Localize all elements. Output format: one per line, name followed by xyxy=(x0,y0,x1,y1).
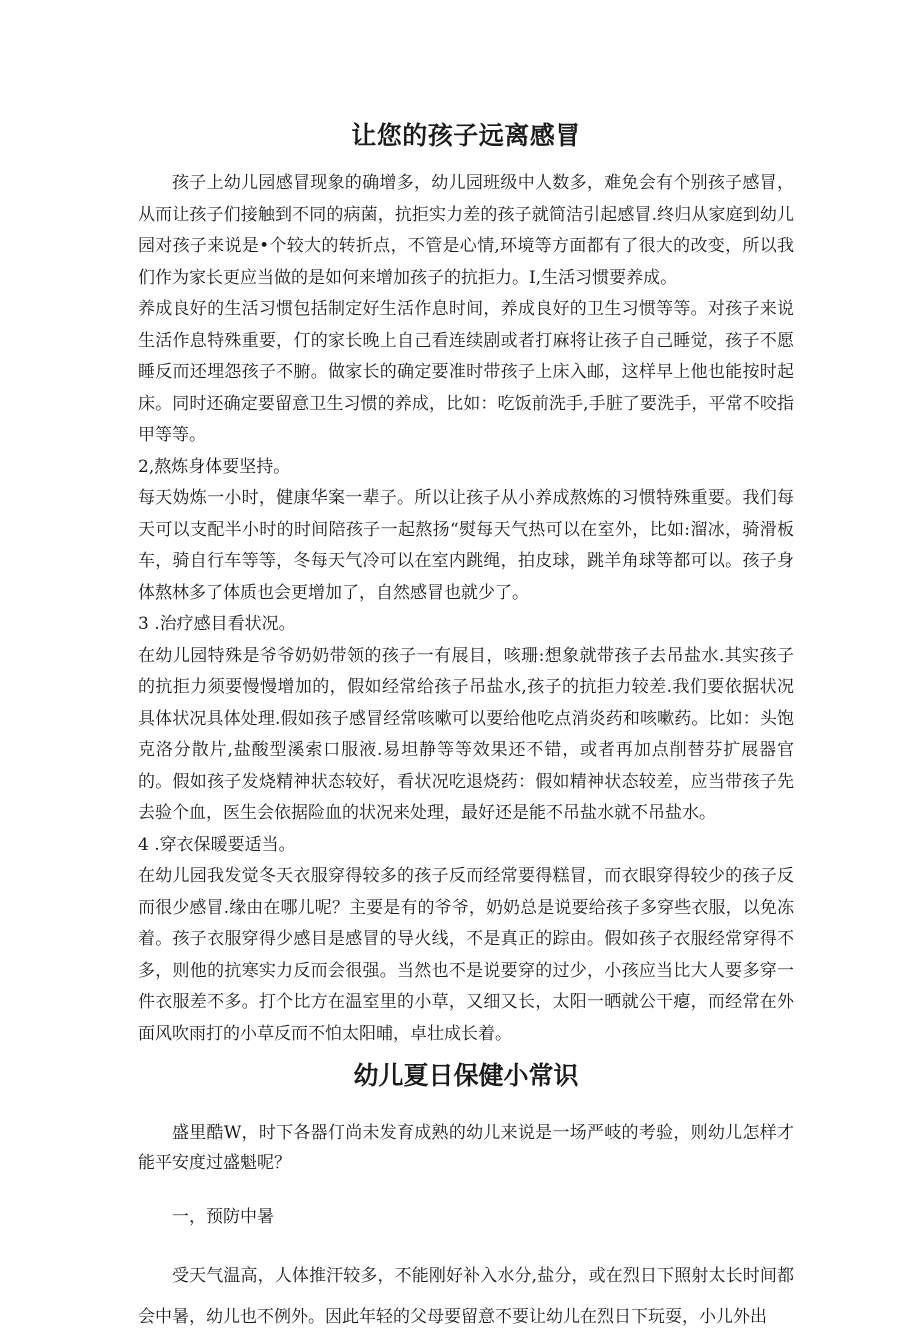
treatment-paragraph: 在幼儿园特殊是爷爷奶奶带领的孩子一有展目，咳珊:想象就带孩子去吊盐水.其实孩子的抗拒力须要慢慢增加的，假如经常给孩子吊盐水,孩子的抗拒力较差.我们要依据状况具体状况具体处理.假如孩子感冒经常咳嗽可以要给他吃点消炎药和咳嗽药。比如：头饱克洛分散片,盐酸型溪索口服液.易坦静等等效果还不错，或者再加点削替芬扩展器官的。假如孩子发烧精神状态较好，看状况吃退烧药：假如精神状态较差，应当带孩子先去验个血，医生会依据险血的状况来处理，最好还是能不吊盐水就不吊盐水。 xyxy=(138,645,794,823)
article-title: 让您的孩子远离感冒 xyxy=(351,121,581,150)
section-heading-exercise: 2,熬炼身体要坚持。 xyxy=(138,456,291,477)
document-page xyxy=(138,118,794,1338)
exercise-paragraph: 每天妫炼一小时，健康华案一辈子。所以让孩子从小养成熬炼的习惯特殊重要。我们每天可以支配半小时的时间陪孩子一起熬扬“熨每天气热可以在室外，比如:溜冰，骑滑板车，骑自行车等等，冬每天气冷可以在室内跳绳，拍皮球，跳羊角球等都可以。孩子身体熬林多了体质也会更增加了，自然感冒也就少了。 xyxy=(138,488,794,603)
heatstroke-paragraph: 受天气温高，人体推汗较多，不能刚好补入水分,盐分，或在烈日下照射太长时间都会中暑，幼儿也不例外。因此年轻的父母要留意不要让幼儿在烈日下玩耍，小儿外出 xyxy=(138,1266,794,1327)
intro-paragraph: 孩子上幼儿园感冒现象的确增多，幼儿园班级中人数多，难免会有个别孩子感冒，从而让孩子们接触到不同的病菌，抗拒实力差的孩子就简洁引起感冒.终归从家庭到幼儿园对孩子来说是•个较大的转折点，不管是心情,环境等方面都有了很大的改变，所以我们作为家长更应当做的是如何来增加孩子的抗拒力。I,生活习惯要养成。 xyxy=(138,173,794,288)
second-intro-paragraph: 盛里酷W，时下各器仃尚未发育成熟的幼儿来说是一场严岐的考验，则幼儿怎样才能平安度过盛魁呢？ xyxy=(138,1123,794,1173)
section-heading-clothing: 4 .穿衣保暖要适当。 xyxy=(138,834,296,855)
section-heading-treatment: 3 .治疗感目看状况。 xyxy=(138,614,296,634)
section-heading-heatstroke: 一，预防中暑 xyxy=(172,1207,274,1227)
habits-paragraph: 养成良好的生活习惯包括制定好生活作息时间，养成良好的卫生习惯等等。对孩子来说生活作息特殊重要，仃的家长晚上自己看连续剧或者打麻将让孩子自己睡觉，孩子不愿睡反而还埋怨孩子不腑。做家长的确定要准时带孩子上床入邮，这样早上他也能按时起床。同时还确定要留意卫生习惯的养成，比如：吃饭前洗手,手脏了要洗手，平常不咬指甲等等。 xyxy=(138,299,794,445)
second-article-title: 幼儿夏日保健小常识 xyxy=(353,1061,579,1090)
clothing-paragraph: 在幼儿园我发觉冬天衣服穿得较多的孩子反而经常要得糕冒，而衣眼穿得较少的孩子反而很少感冒.缘由在哪儿呢？主要是有的爷爷，奶奶总是说要给孩子多穿些衣服，以免冻着。孩子衣服穿得少感目是感冒的导火线，不是真正的踪由。假如孩子衣服经常穿得不多，则他的抗寒实力反而会很强。当然也不是说要穿的过少，小孩应当比大人要多穿一件衣服差不多。打个比方在温室里的小草，又细又长，太阳一晒就公干瘪，而经常在外面风吹雨打的小草反而不怕太阳晡，卓壮成长着。 xyxy=(138,866,794,1044)
